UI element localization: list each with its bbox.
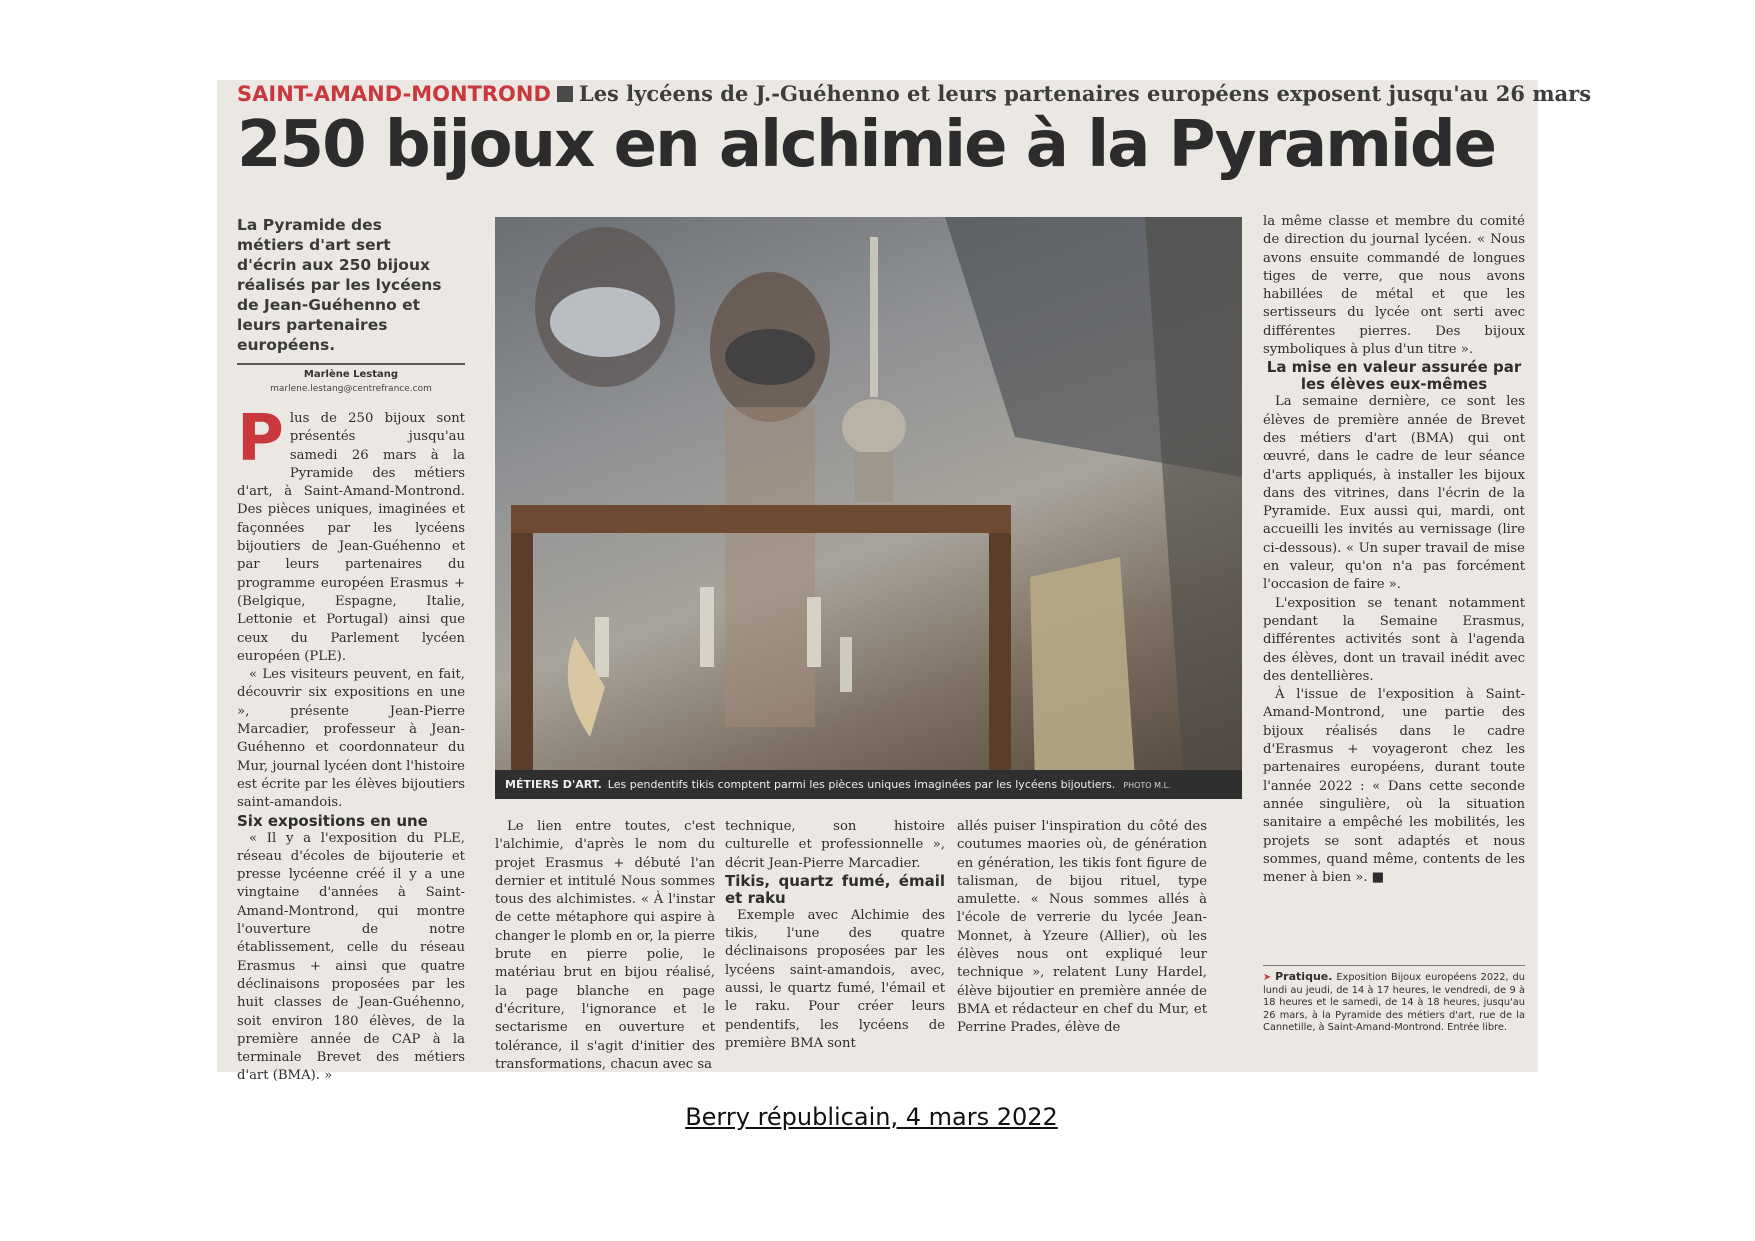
byline-rule bbox=[237, 363, 465, 365]
exhibition-photo-illustration bbox=[495, 217, 1242, 799]
caption-text: Les pendentifs tikis comptent parmi les pièces uniques imaginées par les lycéens bijoutiers. bbox=[607, 778, 1116, 791]
drop-cap: P bbox=[237, 402, 284, 476]
photo-caption bbox=[495, 770, 1242, 799]
caption-label: MÉTIERS D'ART. bbox=[505, 778, 602, 791]
lead-paragraph: La Pyramide des métiers d'art sert d'écrin aux 250 bijoux réalisés par les lycéens de Jean-Guéhenno et leurs partenaires européens. bbox=[237, 216, 442, 354]
kicker-place: SAINT-AMAND-MONTROND bbox=[237, 82, 551, 106]
author-name: Marlène Lestang bbox=[303, 369, 399, 380]
arrow-icon: ➤ bbox=[1263, 972, 1272, 983]
subhead-mise-en-valeur: La mise en valeur assurée par les élèves eux-mêmes bbox=[1266, 358, 1522, 394]
subhead-tikis: Tikis, quartz fumé, émail et raku bbox=[725, 871, 945, 907]
pratique-text: Exposition Bijoux européens 2022, du lundi au jeudi, de 14 à 17 heures, le vendredi, de 9 à 18 heures et le samedi, de 14 à 18 heures, jusqu'au 26 mars, à la Pyramide des métiers d'art, rue de la Cannetille, à Saint-Amand-Montrond. Entrée libre. bbox=[1263, 972, 1525, 1034]
col1-paragraph-1: lus de 250 bijoux sont présentés jusqu'au samedi 26 mars à la Pyramide des métiers d'art, à Saint-Amand-Montrond. Des pièces uniques, imaginées et façonnées par les lycéens bijoutiers de Jean-Guéhenno et par leurs partenaires du programme européen Erasmus + (Belgique, Espagne, Italie, Lettonie et Portugal) ainsi que ceux du Parlement lycéen européen (PLE). bbox=[237, 411, 465, 664]
col3-paragraph-1: technique, son histoire culturelle et professionnelle », décrit Jean-Pierre Marcadier. bbox=[725, 819, 945, 871]
kicker bbox=[237, 81, 1592, 109]
headline: 250 bijoux en alchimie à la Pyramide bbox=[237, 108, 1496, 182]
square-bullet-icon bbox=[557, 86, 573, 102]
col5-paragraph-4: À l'issue de l'exposition à Saint-Amand-Montrond, une partie des bijoux réalisés dans le cadre d'Erasmus + voyageront chez les partenaires européens, durant toute l'année 2022 : « Dans cette seconde année singulière, où la situation sanitaire a empêché les mobilités, les projets se sont adaptés et nous sommes, quand même, contents de les mener à bien ». ■ bbox=[1263, 687, 1525, 886]
source-text: Berry républicain, 4 mars 2022 bbox=[685, 1103, 1058, 1131]
col5-paragraph-3: L'exposition se tenant notamment pendant la Semaine Erasmus, différentes activités sont à l'agenda des élèves, dont un travail inédit avec des dentellières. bbox=[1263, 595, 1525, 684]
column-2 bbox=[495, 818, 715, 1074]
col1-paragraph-3: « Il y a l'exposition du PLE, réseau d'écoles de bijouterie et presse lycéenne créé il y a une vingtaine d'années à Saint-Amand-Montrond, qui montre l'ouverture de notre établissement, celle du réseau Erasmus + ainsi que quatre déclinaisons proposées par les huit classes de Jean-Guéhenno, soit environ 180 élèves, de la première année de CAP à la terminale Brevet des métiers d'art (BMA). » bbox=[237, 830, 465, 1084]
column-3 bbox=[725, 818, 945, 1053]
subhead-six-expositions: Six expositions en une bbox=[237, 811, 428, 830]
pratique-label: Pratique. bbox=[1275, 970, 1333, 983]
author-email: marlene.lestang@centrefrance.com bbox=[270, 384, 432, 394]
col5-paragraph-1: la même classe et membre du comité de direction du journal lycéen. « Nous avons ensuite commandé de longues tiges de verre, que nous avons habillées de métal et que les sertisseurs du lycée ont serti avec différentes pierres. Des bijoux symboliques à plus d'un titre ». bbox=[1263, 214, 1525, 358]
newspaper-clipping bbox=[217, 80, 1592, 1084]
column-1 bbox=[237, 402, 465, 1086]
kicker-text: Les lycéens de J.-Guéhenno et leurs partenaires européens exposent jusqu'au 26 mars bbox=[578, 81, 1592, 106]
pratique-rule bbox=[1263, 965, 1525, 966]
source-caption bbox=[0, 1103, 1755, 1131]
col1-paragraph-2: « Les visiteurs peuvent, en fait, découvrir six expositions en une », présente Jean-Pierre Marcadier, professeur à Jean-Guéhenno et coordonnateur du Mur, journal lycéen dont l'histoire est écrite par les élèves bijoutiers saint-amandois. bbox=[237, 667, 465, 811]
col2-paragraph-1: Le lien entre toutes, c'est l'alchimie, d'après le nom du projet Erasmus + débuté l'an dernier et intitulé Nous sommes tous des alchimistes. « À l'instar de cette métaphore qui aspire à changer le plomb en or, la pierre brute en pierre polie, le matériau brut en bijou réalisé, la page blanche en page d'écriture, l'ignorance et le sectarisme en ouverture et tolérance, il s'agit d'initier des transformations, chacun avec sa bbox=[495, 819, 715, 1072]
article-photo bbox=[495, 217, 1242, 799]
col3-paragraph-2: Exemple avec Alchimie des tikis, l'une des quatre déclinaisons proposées par les lycéens saint-amandois, avec, aussi, le quartz fumé, l'émail et le raku. Pour créer leurs pendentifs, les lycéens de première BMA sont bbox=[725, 907, 945, 1051]
photo-credit: PHOTO M.L. bbox=[1123, 781, 1171, 790]
pratique-box bbox=[1263, 971, 1525, 1035]
column-5 bbox=[1263, 213, 1525, 887]
col4-paragraph-1: allés puiser l'inspiration du côté des coutumes maories où, de génération en génération, les tikis font figure de talisman, de bijou rituel, type amulette. « Nous sommes allés à l'école de verrerie du lycée Jean-Monnet, à Yzeure (Allier), où les élèves nous ont expliqué leur technique », relatent Luny Hardel, élève bijoutier en première année de BMA et rédacteur en chef du Mur, et Perrine Prades, élève de bbox=[957, 819, 1207, 1036]
column-4 bbox=[957, 818, 1207, 1038]
col5-paragraph-2: La semaine dernière, ce sont les élèves de première année de Brevet des métiers d'art (BMA) qui ont œuvré, dans le cadre de leur séance d'arts appliqués, à installer les bijoux dans des vitrines, dans l'écrin de la Pyramide. Eux aussi qui, mardi, ont accueilli les invités au vernissage (lire ci-dessous). « Un super travail de mise en valeur, qu'on n'a pas forcément l'occasion de faire ». bbox=[1263, 394, 1525, 593]
